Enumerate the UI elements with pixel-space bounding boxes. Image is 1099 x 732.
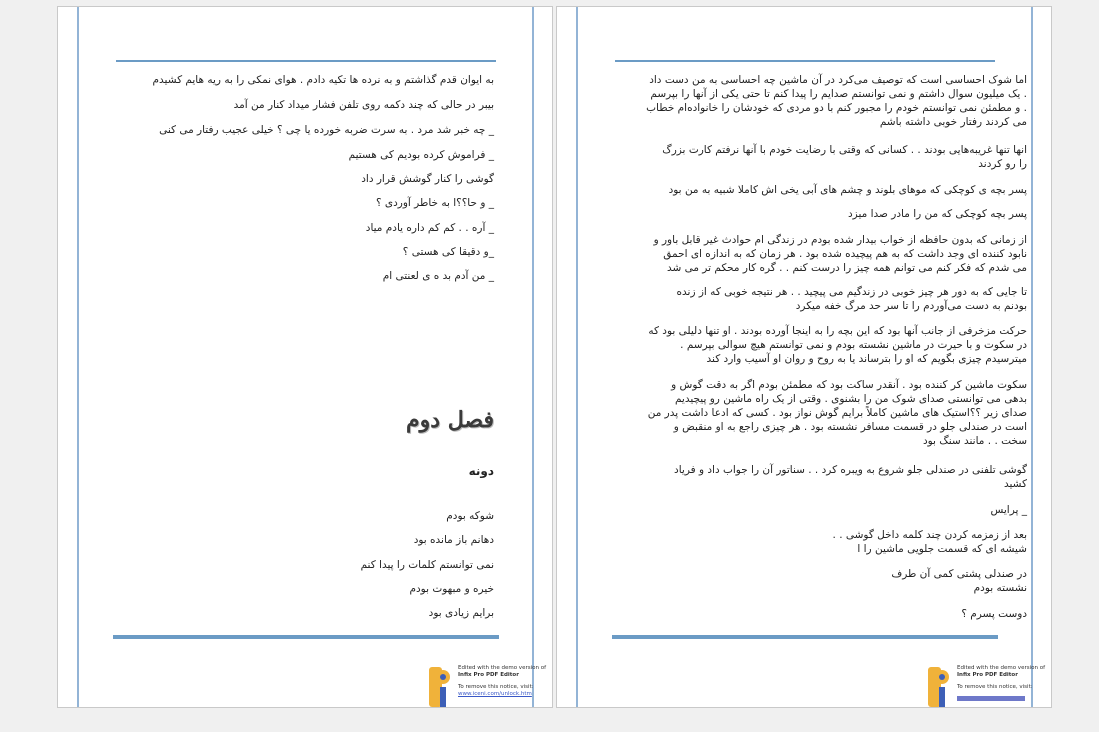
demo-watermark — [428, 665, 558, 711]
paragraph: در صندلی پشتی کمی آن طرف نشسته بودم — [891, 568, 1027, 594]
text-line: به ایوان قدم گذاشتم و به نرده ها تکیه دادم . هوای نمکی را به ریه هایم کشیدم — [152, 74, 494, 86]
page-margin-line — [576, 7, 578, 707]
infix-logo-icon — [927, 665, 953, 709]
watermark-text — [458, 665, 546, 697]
text-line: نمی توانستم کلمات را پیدا کنم — [360, 559, 494, 571]
page-margin-line — [77, 7, 79, 707]
paragraph: دوست پسرم ؟ — [961, 608, 1027, 620]
header-rule — [615, 60, 995, 62]
paragraph: گوشی تلفنی در صندلی جلو شروع به ویبره کرد . . سناتور آن را جواب داد و فریاد کشید — [674, 464, 1027, 490]
paragraph: انها تنها غریبه‌هایی بودند . . کسانی که وقتی با رضایت خودم با آنها نرفتم کارت بزرگ را رو کردند — [662, 144, 1027, 170]
text-line: دهانم باز مانده بود — [413, 534, 494, 546]
paragraph: سکوت ماشین کر کننده بود . آنقدر ساکت بود که مطمئن بودم اگر به دقت گوش و بدهی می توانستی صدای شوک من را بشنوی . وقتی از یک راه ماشین رو پیچیدیم صدای زیر ؟؟استیک های ماشین کاملاً برایم گوش نواز بود . کسی که ادعا داشت پدر من است در صندلی جلو در قسمت مسافر نشسته بود . هر چیزی راجع به او منقبض و سخت . . مانند سنگ بود — [647, 379, 1027, 447]
watermark-link[interactable]: www.iceni.com/unlock.htm — [458, 690, 532, 697]
watermark-product: Infix Pro PDF Editor — [957, 671, 1018, 678]
watermark-link-bar[interactable] — [957, 696, 1025, 701]
paragraph: تا جایی که به دور هر چیز خوبی در زندگیم می پیچید . . هر نتیجه خوبی که از زنده بودنم به دست می‌آوردم را تا سر حد مرگ خفه میکرد — [676, 286, 1027, 312]
paragraph: پسر بچه کوچکی که من را مادر صدا میزد — [848, 208, 1027, 220]
pdf-page-left — [57, 6, 553, 708]
section-text — [258, 509, 494, 629]
page-margin-line — [1031, 7, 1033, 707]
text-line: خیره و مبهوت بودم — [409, 583, 494, 595]
text-line: بیبر در حالی که چند دکمه روی تلفن فشار میداد کنار من آمد — [233, 99, 494, 111]
footer-rule — [612, 635, 998, 639]
footer-rule — [113, 635, 499, 639]
page-margin-line — [532, 7, 534, 707]
watermark-line: Edited with the demo version of — [957, 665, 1046, 671]
section-title: دونه — [468, 464, 494, 478]
pdf-page-right — [556, 6, 1052, 708]
text-line: _ من آدم بد ه ی لعنتی ام — [382, 270, 494, 282]
text-line: _ چه خبر شد مرد . به سرت ضربه خورده یا چی ؟ خیلی عجیب رفتار می کنی — [159, 124, 494, 136]
paragraph: بعد از زمزمه کردن چند کلمه داخل گوشی . . شیشه ای که قسمت جلویی ماشین را ا — [832, 529, 1027, 555]
paragraph: از زمانی که بدون حافظه از خواب بیدار شده بودم در زندگی ام حوادث غیر قابل باور و نابود کننده ای وجد داشت که به هم پیچیده شده بود . هر زمان که به اندازه ای احمق می شدم که فکر کنم می توانم همه چیز را درست کنم . . گره کار محکم تر می شد — [653, 234, 1027, 274]
text-line: گوشی را کنار گوشش قرار داد — [361, 173, 494, 185]
paragraph: اما شوک احساسی است که توصیف می‌کرد در آن ماشین چه احساسی به من دست داد . یک میلیون سوال داشتم و نمی توانستم صدایم را پیدا کنم تا حتی یکی از آنها را بپرسم . و مطمئن نمی توانستم خودم را مجبور کنم با دو مردی که خودشان را خانواده‌ام خطاب می کردند رفتار خوبی داشته باشم — [646, 74, 1027, 128]
demo-watermark — [927, 665, 1057, 711]
watermark-product: Infix Pro PDF Editor — [458, 671, 519, 678]
paragraph: حرکت مزخرفی از جانب آنها بود که این بچه را به اینجا آورده بودند . او تنها دلیلی بود که در سکوت و با حیرت در ماشین نشسته بودم و نمی توانستم هیچ سوالی بپرسم . میترسیدم چیزی بگویم که او را بترساند یا به روح و روان او آسیب وارد کند — [648, 325, 1027, 365]
infix-logo-icon — [428, 665, 454, 709]
text-line: _ فراموش کرده بودیم کی هستیم — [348, 149, 494, 161]
text-line: _ و حا؟؟ا به خاطر آوردی ؟ — [375, 197, 494, 209]
paragraph: پسر بچه ی کوچکی که موهای بلوند و چشم های آبی یخی اش کاملا شبیه به من بود — [668, 184, 1027, 196]
text-line: _ آره . . کم کم داره یادم میاد — [365, 222, 494, 234]
chapter-heading: فصل دوم — [406, 407, 494, 433]
watermark-line: Edited with the demo version of — [458, 665, 547, 671]
text-line: برایم زیادی بود — [428, 607, 494, 619]
header-rule — [116, 60, 496, 62]
text-line: _و دقیقا کی هستی ؟ — [402, 246, 494, 258]
watermark-text — [957, 665, 1045, 691]
body-text — [609, 73, 1027, 633]
watermark-line: To remove this notice, visit: — [458, 684, 534, 690]
paragraph: _ پرایس — [990, 504, 1027, 516]
watermark-line: To remove this notice, visit: — [957, 684, 1033, 690]
text-line: شوکه بودم — [446, 510, 494, 522]
body-text — [118, 73, 494, 293]
